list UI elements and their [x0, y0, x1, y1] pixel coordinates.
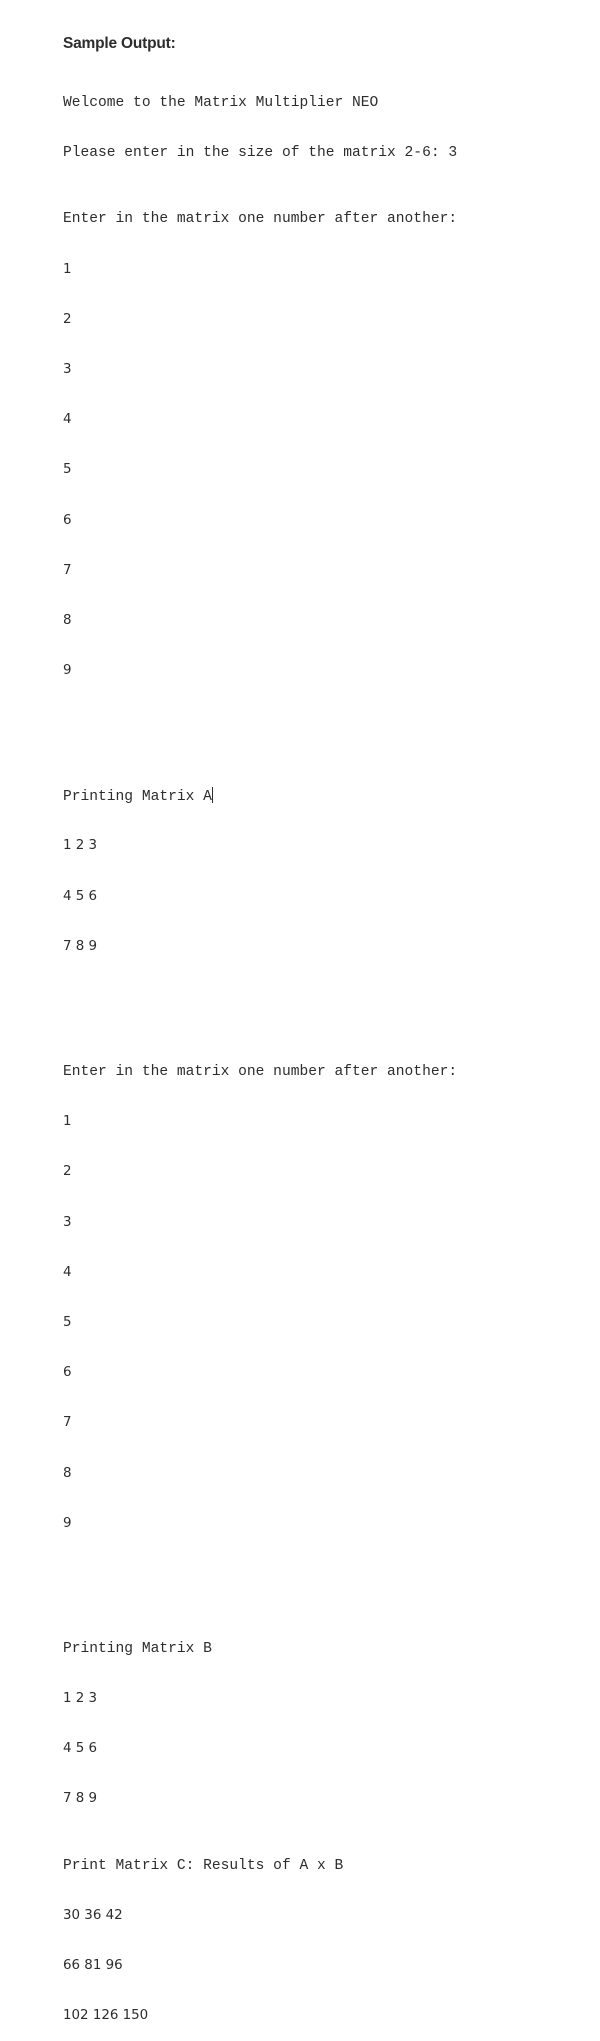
spacer — [63, 1581, 457, 1592]
spacer — [63, 728, 457, 739]
matrix-b-entry: 2 — [63, 1164, 72, 1180]
matrix-a-entry: 5 — [63, 462, 72, 478]
matrix-b-entry: 6 — [63, 1365, 72, 1381]
spacer — [63, 1004, 457, 1015]
matrix-a-entry: 4 — [63, 412, 72, 428]
matrix-b-row: 4 5 6 — [63, 1741, 98, 1757]
matrix-a-row: 1 2 3 — [63, 838, 98, 854]
matrix-a-title — [63, 787, 457, 805]
welcome-line: Welcome to the Matrix Multiplier NEO — [63, 95, 379, 111]
matrix-b-title: Printing Matrix B — [63, 1640, 212, 1657]
matrix-b-entry: 3 — [63, 1214, 72, 1230]
matrix-b-entry: 4 — [63, 1264, 72, 1280]
matrix-a-title-text: Printing Matrix A — [63, 789, 212, 806]
size-prompt-line: Please enter in the size of the matrix 2-6: 3 — [63, 145, 458, 162]
sample-output-heading: Sample Output: — [63, 35, 176, 52]
matrix-a-entry: 1 — [63, 261, 72, 277]
matrix-a-entry: 8 — [63, 612, 72, 628]
text-cursor — [212, 787, 213, 803]
matrix-a-row: 4 5 6 — [63, 888, 98, 904]
matrix-a-entry-prompt: Enter in the matrix one number after another: — [63, 211, 458, 228]
matrix-a-entry: 2 — [63, 311, 72, 327]
matrix-c-title: Print Matrix C: Results of A x B — [63, 1857, 344, 1874]
matrix-b-entry: 8 — [63, 1465, 72, 1481]
console-output — [63, 62, 457, 2041]
matrix-c-row: 66 81 96 — [63, 1958, 123, 1973]
matrix-a-row: 7 8 9 — [63, 938, 98, 954]
matrix-b-row: 7 8 9 — [63, 1791, 98, 1807]
matrix-a-entry: 9 — [63, 663, 72, 679]
matrix-b-entry-prompt: Enter in the matrix one number after another: — [63, 1064, 458, 1080]
matrix-a-entry: 3 — [63, 361, 72, 377]
matrix-a-entry: 6 — [63, 512, 72, 528]
matrix-b-entry: 9 — [63, 1515, 72, 1531]
matrix-b-entry: 7 — [63, 1415, 72, 1431]
matrix-b-entry: 1 — [63, 1114, 72, 1130]
matrix-c-row: 30 36 42 — [63, 1907, 123, 1923]
matrix-b-entry: 5 — [63, 1314, 72, 1330]
matrix-c-row: 102 126 150 — [63, 2008, 149, 2024]
matrix-a-entry: 7 — [63, 562, 72, 578]
matrix-b-row: 1 2 3 — [63, 1691, 98, 1707]
